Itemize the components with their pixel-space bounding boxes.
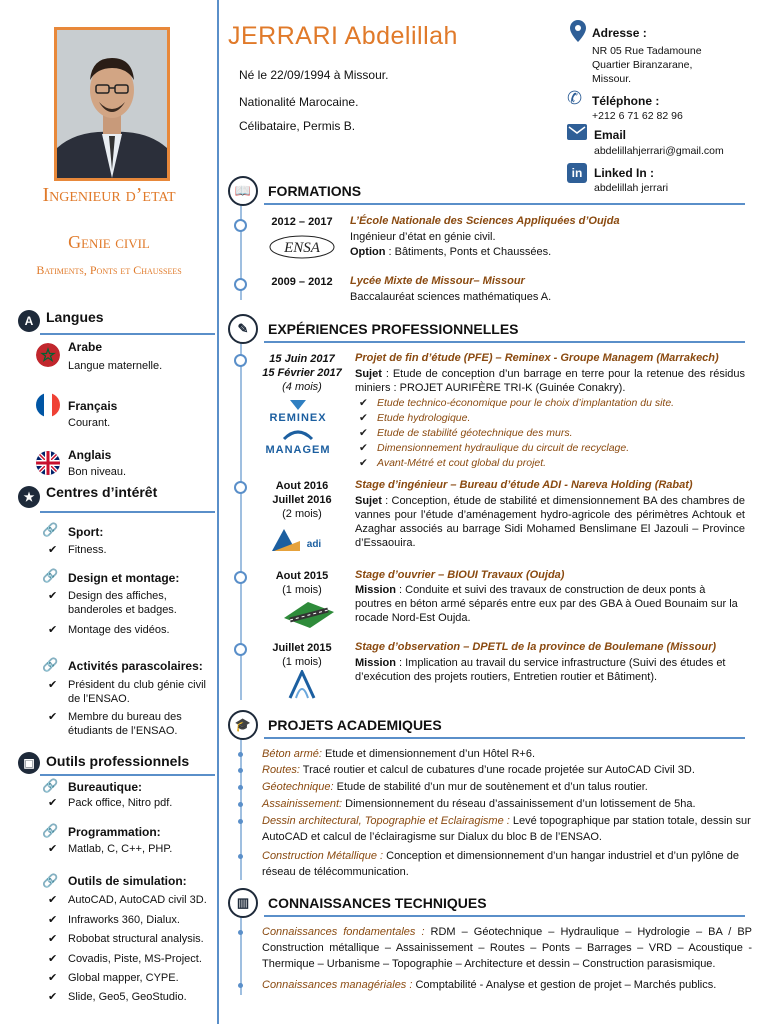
experience-date [256,352,348,394]
timeline-dot [238,802,243,807]
skills-heading-text: CONNAISSANCES TECHNIQUES [268,895,487,911]
project-text: Etude de stabilité d’un mur de soutènement et d’un talus routier. [333,781,648,793]
duration: (1 mois) [282,584,322,596]
linkedin-icon: in [567,163,587,183]
formation-school: L’École Nationale des Sciences Appliquées d’Oujda [350,215,620,227]
person-name: JERRARI Abdelillah [228,22,458,50]
project-item [262,779,752,795]
adi-logo [270,527,330,553]
timeline-dot [238,854,243,859]
list-item-text: Slide, Geo5, GeoStudio. [68,991,187,1003]
project-key: Assainissement: [262,798,343,810]
skills-rule [264,915,745,917]
bar-chart-icon: ▥ [228,888,258,918]
experience-title: Stage d’ingénieur – Bureau d’étude ADI - Nareva Holding (Rabat) [355,479,693,491]
formation-degree: Baccalauréat sciences mathématiques A. [350,291,552,303]
link-icon: 🔗 [42,568,59,583]
check-icon: ✔ [48,544,58,556]
date-start: 15 Février 2017 [262,367,342,379]
check-icon: ✔ [48,933,58,945]
book-icon: 📖 [228,176,258,206]
formation-date: 2009 – 2012 [271,276,333,288]
list-item-text: Pack office, Nitro pdf. [68,797,173,809]
svg-text:ENSA: ENSA [284,240,320,256]
list-item [48,678,206,706]
subject-label: Sujet [355,495,382,507]
list-item [48,589,188,617]
language-level: Bon niveau. [68,466,127,478]
profile-field: Genie civil [68,232,150,252]
mission-text: : Implication au travail du service infrastructure (Suivi des études et d’exécution des projets routiers, Entretien routier et Bâtiment). [355,657,726,683]
address-line: Missour. [592,73,632,85]
linkedin-label: Linked In : [594,166,654,180]
experience-title: Projet de fin d’étude (PFE) – Reminex - Groupe Managem (Marrakech) [355,352,719,364]
list-item [48,990,216,1004]
svg-text:adi: adi [306,539,322,550]
check-icon: ✔ [48,590,58,602]
experience-title: Stage d’ouvrier – BIOUI Travaux (Oujda) [355,569,565,581]
experience-date [256,569,348,597]
project-item [262,848,752,880]
uk-flag-icon [36,451,60,475]
timeline-dot [234,643,247,656]
skills-text: RDM – Géotechnique – Hydraulique – Hydrologie – BA / BP Construction métallique – Assainissement – Routes – Ponts – Barrages – VRD – Acoustique - Thermique – Urbanisme – Topographie – Architecture et dessin – Construction parasismique. [262,926,752,970]
link-icon: 🔗 [42,657,59,672]
road-logo [284,600,334,633]
experiences-heading-text: EXPÉRIENCES PROFESSIONNELLES [268,321,519,337]
timeline-dot [238,930,243,935]
link-icon: 🔗 [42,823,59,838]
project-key: Routes: [262,764,300,776]
interest-title: Design et montage: [68,571,180,585]
list-item [48,796,216,810]
list-item-text: Design des affiches, banderoles et badges. [68,590,177,616]
list-item-text: Président du club génie civil de l’ENSAO. [68,679,206,705]
column-separator [217,0,219,1024]
timeline-dot [234,219,247,232]
bullet-item: ✔ Etude hydrologique. [355,411,745,426]
morocco-flag-icon [36,343,60,367]
date-start: Juillet 2016 [272,494,332,506]
experience-date [256,479,348,521]
address-line: NR 05 Rue Tadamoune [592,45,702,57]
tools-rule [40,774,215,776]
check-icon: ✔ [48,624,58,636]
check-icon: ✔ [48,894,58,906]
formations-rule [264,203,745,205]
link-icon: 🔗 [42,522,59,537]
language-name: Anglais [68,448,112,462]
list-item-text: Fitness. [68,544,107,556]
list-item [48,543,216,557]
nationality-info: Nationalité Marocaine. [239,95,359,109]
timeline-dot [238,768,243,773]
experience-date [256,641,348,669]
skills-item [262,977,752,993]
project-text: Dimensionnement du réseau d’assainissement d’un lotissement de 5ha. [342,798,696,810]
duration: (1 mois) [282,656,322,668]
address-label: Adresse : [592,26,647,40]
date-end: 15 Juin 2017 [269,353,335,365]
list-item-text: Global mapper, CYPE. [68,972,179,984]
list-item [48,710,208,738]
ensa-logo [266,234,338,260]
profile-title: Ingenieur d’etat [42,184,176,206]
tool-title: Bureautique: [68,780,143,794]
linkedin-name[interactable]: abdelillah jerrari [594,182,669,194]
skills-text: Comptabilité - Analyse et gestion de projet – Marchés publics. [412,979,717,991]
project-text: Etude et dimensionnement d’un Hôtel R+6. [321,748,536,760]
tools-heading [18,752,189,774]
language-name: Français [68,399,118,413]
interests-rule [40,511,215,513]
language-name: Arabe [68,340,103,354]
project-key: Béton armé: [262,748,322,760]
timeline-dot [234,481,247,494]
projects-heading [228,710,442,740]
star-icon: ★ [18,486,40,508]
profile-specialty: Batiments, Ponts et Chaussees [36,263,182,277]
date-single: Aout 2015 [275,570,329,582]
date-single: Juillet 2015 [272,642,332,654]
pencil-icon: ✎ [228,314,258,344]
duration: (2 mois) [282,508,322,520]
list-item-text: Covadis, Piste, MS-Project. [68,953,202,965]
address-line: Quartier Biranzarane, [592,59,693,71]
list-item-text: Matlab, C, C++, PHP. [68,843,173,855]
list-item [48,932,216,946]
translate-icon: A [18,310,40,332]
email-address[interactable]: abdelillahjerrari@gmail.com [594,145,724,157]
experience-description [355,367,745,395]
check-icon: ✔ [48,991,58,1003]
bullet-item: ✔ Avant-Métré et cout global du projet. [355,456,745,471]
duration: (4 mois) [282,381,322,393]
managem-logo [262,425,334,462]
mission-label: Mission [355,657,396,669]
projects-rule [264,737,745,739]
svg-text:REMINEX: REMINEX [269,412,327,424]
marital-status: Célibataire, Permis B. [239,119,356,133]
bullet-item: ✔ Etude de stabilité géotechnique des murs. [355,426,745,441]
subject-text: : Etude de conception d’un barrage en terre pour la retenue des résidus miniers : PROJET AURIFÈRE TRI-K (Guinée Conakry). [355,368,745,394]
skills-key: Connaissances managériales : [262,979,413,991]
date-end: Aout 2016 [275,480,329,492]
bullet-item: ✔ Dimensionnement hydraulique du circuit de recyclage. [355,441,745,456]
skills-key: Connaissances fondamentales : [262,926,425,938]
computer-icon: ▣ [18,752,40,774]
timeline-dot [234,354,247,367]
project-item [262,813,752,845]
graduation-cap-icon: 🎓 [228,710,258,740]
link-icon: 🔗 [42,873,59,888]
list-item-text: Montage des vidéos. [68,624,170,636]
email-icon [567,124,587,145]
list-item [48,971,216,985]
list-item [48,952,216,966]
tools-heading-text: Outils professionnels [46,753,190,769]
list-item-text: AutoCAD, AutoCAD civil 3D. [68,894,207,906]
project-text: Levé topographique par station totale, dessin sur AutoCAD et calcul de l’éclairagisme sur Dialux du bloc B de l’ENSAO. [262,815,751,843]
timeline-dot [238,785,243,790]
projects-heading-text: PROJETS ACADEMIQUES [268,717,442,733]
dpetl-logo [282,670,322,705]
list-item-text: Robobat structural analysis. [68,933,204,945]
languages-heading [18,310,104,332]
list-item [48,623,216,637]
timeline-dot [238,752,243,757]
phone-label: Téléphone : [592,94,660,108]
timeline-dot [234,571,247,584]
option-value: : Bâtiments, Ponts et Chaussées. [385,246,552,258]
experiences-rule [264,341,745,343]
interest-title: Sport: [68,525,104,539]
experiences-heading [228,314,519,344]
check-icon: ✔ [48,797,58,809]
interests-heading [18,486,157,508]
check-icon: ✔ [48,914,58,926]
subject-label: Sujet [355,368,382,380]
phone-icon: ✆ [567,88,583,108]
formation-date: 2012 – 2017 [271,216,333,228]
experience-description [355,656,745,684]
check-icon: ✔ [48,843,58,855]
profile-photo [54,27,170,181]
languages-heading-text: Langues [46,309,104,325]
language-level: Courant. [68,417,111,429]
email-label: Email [594,128,627,142]
location-pin-icon [570,20,586,47]
list-item [48,842,216,856]
timeline-dot [238,819,243,824]
list-item-text: Infraworks 360, Dialux. [68,914,180,926]
check-icon: ✔ [48,711,58,723]
phone-number: +212 6 71 62 82 96 [592,110,683,122]
birth-info: Né le 22/09/1994 à Missour. [239,68,389,82]
project-key: Construction Métallique : [262,850,384,862]
formations-heading-text: FORMATIONS [268,183,362,199]
check-icon: ✔ [48,972,58,984]
mission-text: : Conduite et suivi des travaux de construction de deux ponts à poutres en béton armé séparés entre eux par des GBA à Oued Bounaim sur la rocade Nord-Est Oujda. [355,584,738,624]
list-item [48,913,216,927]
language-level: Langue maternelle. [68,360,163,372]
project-text: Conception et dimensionnement d’un hangar industriel et d’un pylône de réseau de télécommunication. [262,850,739,878]
tool-title: Programmation: [68,825,161,839]
project-item [262,746,752,762]
experience-description [355,583,745,625]
experience-bullets [355,396,745,471]
formation-degree: Ingénieur d’état en génie civil. [350,231,496,243]
project-key: Géotechnique: [262,781,334,793]
languages-rule [40,333,215,335]
option-label: Option [350,246,386,258]
timeline-dot [234,278,247,291]
svg-text:MANAGEM: MANAGEM [265,444,331,456]
check-icon: ✔ [48,953,58,965]
formation-option [350,245,551,259]
subject-text: : Conception, étude de stabilité et dimensionnement BA des chambres de vannes pour l’étude d’aménagement hydro-agricole des périmètres Achtouk et Azaghar associés au barrage Sidi Mohamed Benslimane El Jazouli – Province d’Essaouira. [355,495,745,549]
project-item [262,762,752,778]
france-flag-icon [36,393,60,417]
check-icon: ✔ [48,679,58,691]
timeline-dot [238,983,243,988]
link-icon: 🔗 [42,778,59,793]
interests-heading-text: Centres d’intérêt [46,484,158,500]
list-item-text: Membre du bureau des étudiants de l’ENSAO. [68,711,182,737]
project-text: Tracé routier et calcul de cubatures d’une rocade projetée sur AutoCAD Civil 3D. [299,764,695,776]
list-item [48,893,216,907]
project-key: Dessin architectural, Topographie et Eclairagisme : [262,815,510,827]
mission-label: Mission [355,584,396,596]
skills-heading [228,888,487,918]
tool-title: Outils de simulation: [68,874,187,888]
skills-item [262,924,752,972]
interest-title: Activités parascolaires: [68,659,203,673]
formations-heading [228,176,361,206]
project-item [262,796,752,812]
bullet-item: ✔ Etude technico-économique pour le choix d’implantation du site. [355,396,745,411]
experience-title: Stage d’observation – DPETL de la province de Boulemane (Missour) [355,641,717,653]
formation-school: Lycée Mixte de Missour– Missour [350,275,525,287]
experience-description [355,494,745,550]
